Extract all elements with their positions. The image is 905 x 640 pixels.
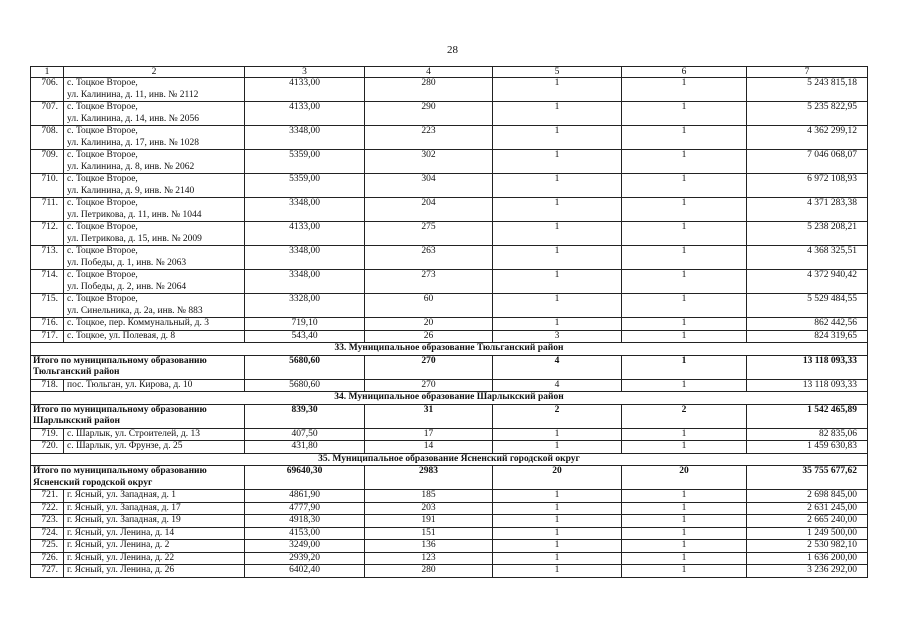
residents-count: 123	[365, 552, 493, 565]
area-value: 407,50	[245, 428, 365, 441]
address-cell	[64, 515, 245, 528]
area-value: 4777,90	[245, 502, 365, 515]
address-cell	[64, 126, 245, 150]
address-cell	[64, 552, 245, 565]
section-title: 35. Муниципальное образование Ясненский городской округ	[31, 453, 868, 466]
address-line1: с. Тоцкое Второе,	[67, 78, 138, 88]
table-header-row	[31, 67, 868, 78]
address-line1: г. Ясный, ул. Ленина, д. 2	[67, 540, 170, 550]
column-number-header: 3	[245, 67, 365, 78]
amount-value: 5 529 484,55	[747, 294, 868, 318]
address-cell	[64, 540, 245, 553]
table-row	[31, 102, 868, 126]
table-row	[31, 565, 868, 578]
amount-value: 3 236 292,00	[747, 565, 868, 578]
amount-value: 4 362 299,12	[747, 126, 868, 150]
address-cell	[64, 270, 245, 294]
area-value: 3348,00	[245, 246, 365, 270]
amount-value: 5 238 208,21	[747, 222, 868, 246]
amount-value: 2 665 240,00	[747, 515, 868, 528]
col5-value: 20	[493, 466, 622, 490]
area-value: 2939,20	[245, 552, 365, 565]
area-value: 6402,40	[245, 565, 365, 578]
table-row	[31, 270, 868, 294]
address-line2: ул. Победы, д. 2, инв. № 2064	[67, 281, 187, 292]
area-value: 431,80	[245, 441, 365, 454]
table-row	[31, 502, 868, 515]
col5-value: 1	[493, 502, 622, 515]
area-value: 5359,00	[245, 174, 365, 198]
address-cell	[64, 330, 245, 343]
col5-value: 1	[493, 270, 622, 294]
column-number-header: 6	[622, 67, 747, 78]
address-line2: ул. Победы, д. 1, инв. № 2063	[67, 257, 187, 268]
col6-value: 1	[622, 102, 747, 126]
area-value: 4918,30	[245, 515, 365, 528]
column-number-header: 4	[365, 67, 493, 78]
address-line1: с. Тоцкое Второе,	[67, 102, 138, 112]
address-line1: с. Шарлык, ул. Фрунзе, д. 25	[67, 441, 183, 451]
area-value: 3348,00	[245, 126, 365, 150]
row-number: 707.	[31, 102, 64, 126]
area-value: 839,30	[245, 404, 365, 428]
address-line1: г. Ясный, ул. Западная, д. 19	[67, 515, 181, 525]
col6-value: 1	[622, 330, 747, 343]
column-number-header: 2	[64, 67, 245, 78]
table-row	[31, 294, 868, 318]
col5-value: 1	[493, 515, 622, 528]
table-row	[31, 174, 868, 198]
address-line2: ул. Калинина, д. 9, инв. № 2140	[67, 185, 195, 196]
address-cell	[64, 565, 245, 578]
col5-value: 1	[493, 294, 622, 318]
area-value: 4133,00	[245, 102, 365, 126]
row-number: 706.	[31, 78, 64, 102]
col5-value: 1	[493, 150, 622, 174]
row-number: 722.	[31, 502, 64, 515]
address-line1: г. Ясный, ул. Ленина, д. 26	[67, 565, 175, 575]
address-line1: с. Тоцкое, пер. Коммунальный, д. 3	[67, 318, 209, 328]
address-cell	[64, 222, 245, 246]
row-number: 716.	[31, 318, 64, 331]
col6-value: 1	[622, 379, 747, 392]
table-row	[31, 540, 868, 553]
subtotal-label	[31, 404, 245, 428]
section-title: 33. Муниципальное образование Тюльганский район	[31, 343, 868, 356]
address-line1: с. Тоцкое Второе,	[67, 150, 138, 160]
amount-value: 13 118 093,33	[747, 355, 868, 379]
residents-count: 204	[365, 198, 493, 222]
col6-value: 1	[622, 428, 747, 441]
address-cell	[64, 246, 245, 270]
table-row	[31, 515, 868, 528]
row-number: 725.	[31, 540, 64, 553]
residents-count: 290	[365, 102, 493, 126]
row-number: 714.	[31, 270, 64, 294]
area-value: 543,40	[245, 330, 365, 343]
residents-count: 270	[365, 355, 493, 379]
table-row	[31, 150, 868, 174]
address-line2: ул. Калинина, д. 14, инв. № 2056	[67, 113, 200, 124]
area-value: 4153,00	[245, 527, 365, 540]
residents-count: 14	[365, 441, 493, 454]
table-row	[31, 78, 868, 102]
residents-count: 273	[365, 270, 493, 294]
address-line2: ул. Синельника, д. 2а, инв. № 883	[67, 305, 203, 316]
area-value: 69640,30	[245, 466, 365, 490]
row-number: 727.	[31, 565, 64, 578]
col5-value: 1	[493, 174, 622, 198]
amount-value: 35 755 677,62	[747, 466, 868, 490]
table-row	[31, 379, 868, 392]
column-number-header: 1	[31, 67, 64, 78]
address-line1: с. Тоцкое Второе,	[67, 222, 138, 232]
col6-value: 1	[622, 527, 747, 540]
col6-value: 1	[622, 318, 747, 331]
address-line2: ул. Петрикова, д. 11, инв. № 1044	[67, 209, 202, 220]
amount-value: 1 636 200,00	[747, 552, 868, 565]
address-cell	[64, 502, 245, 515]
address-cell	[64, 318, 245, 331]
table-row	[31, 222, 868, 246]
subtotal-label	[31, 466, 245, 490]
amount-value: 862 442,56	[747, 318, 868, 331]
residents-count: 263	[365, 246, 493, 270]
amount-value: 6 972 108,93	[747, 174, 868, 198]
col5-value: 4	[493, 355, 622, 379]
address-line1: с. Тоцкое Второе,	[67, 126, 138, 136]
col6-value: 1	[622, 502, 747, 515]
table-row	[31, 441, 868, 454]
address-line1: пос. Тюльган, ул. Кирова, д. 10	[67, 379, 193, 390]
address-cell	[64, 198, 245, 222]
col6-value: 1	[622, 78, 747, 102]
row-number: 708.	[31, 126, 64, 150]
amount-value: 1 542 465,89	[747, 404, 868, 428]
col5-value: 1	[493, 490, 622, 503]
area-value: 3249,00	[245, 540, 365, 553]
residents-count: 191	[365, 515, 493, 528]
amount-value: 4 368 325,51	[747, 246, 868, 270]
residents-count: 151	[365, 527, 493, 540]
address-cell	[64, 379, 245, 392]
area-value: 3348,00	[245, 198, 365, 222]
section-title: 34. Муниципальное образование Шарлыкский район	[31, 392, 868, 405]
residents-count: 60	[365, 294, 493, 318]
residents-count: 304	[365, 174, 493, 198]
col5-value: 3	[493, 330, 622, 343]
residents-count: 275	[365, 222, 493, 246]
col6-value: 1	[622, 174, 747, 198]
address-line1: с. Тоцкое Второе,	[67, 174, 138, 184]
row-number: 712.	[31, 222, 64, 246]
subtotal-label-line2: Ясненский городской округ	[33, 477, 153, 488]
address-line1: г. Ясный, ул. Ленина, д. 14	[67, 527, 175, 538]
residents-count: 26	[365, 330, 493, 343]
area-value: 4861,90	[245, 490, 365, 503]
subtotal-label-line1: Итого по муниципальному образованию	[33, 355, 207, 366]
address-line1: с. Тоцкое Второе,	[67, 270, 138, 280]
address-cell	[64, 527, 245, 540]
row-number: 713.	[31, 246, 64, 270]
residents-count: 223	[365, 126, 493, 150]
residents-count: 280	[365, 565, 493, 578]
table-row	[31, 527, 868, 540]
column-number-header: 7	[747, 67, 868, 78]
col6-value: 1	[622, 150, 747, 174]
amount-value: 2 530 982,10	[747, 540, 868, 553]
address-cell	[64, 78, 245, 102]
col5-value: 1	[493, 246, 622, 270]
col6-value: 1	[622, 246, 747, 270]
address-line2: ул. Калинина, д. 11, инв. № 2112	[67, 89, 199, 100]
col5-value: 1	[493, 540, 622, 553]
col6-value: 1	[622, 565, 747, 578]
amount-value: 2 698 845,00	[747, 490, 868, 503]
table-row	[31, 318, 868, 331]
residents-count: 203	[365, 502, 493, 515]
area-value: 3348,00	[245, 270, 365, 294]
address-line1: с. Шарлык, ул. Строителей, д. 13	[67, 428, 201, 439]
subtotal-label-line1: Итого по муниципальному образованию	[33, 466, 207, 476]
col5-value: 1	[493, 565, 622, 578]
area-value: 5680,60	[245, 355, 365, 379]
col6-value: 1	[622, 355, 747, 379]
address-line1: с. Тоцкое Второе,	[67, 246, 138, 256]
col5-value: 4	[493, 379, 622, 392]
col5-value: 1	[493, 527, 622, 540]
address-cell	[64, 294, 245, 318]
row-number: 719.	[31, 428, 64, 441]
col6-value: 1	[622, 222, 747, 246]
table-row	[31, 428, 868, 441]
address-cell	[64, 102, 245, 126]
row-number: 721.	[31, 490, 64, 503]
page-number: 28	[447, 44, 458, 56]
table-row	[31, 126, 868, 150]
address-line1: с. Тоцкое Второе,	[67, 198, 138, 208]
row-number: 723.	[31, 515, 64, 528]
residents-count: 270	[365, 379, 493, 392]
column-number-header: 5	[493, 67, 622, 78]
address-line1: г. Ясный, ул. Западная, д. 1	[67, 490, 176, 500]
residents-count: 31	[365, 404, 493, 428]
residents-count: 20	[365, 318, 493, 331]
row-number: 711.	[31, 198, 64, 222]
amount-value: 824 319,65	[747, 330, 868, 343]
subtotal-label-line2: Тюльганский район	[33, 367, 120, 377]
residents-count: 280	[365, 78, 493, 102]
section-heading-row	[31, 392, 868, 405]
amount-value: 5 243 815,18	[747, 78, 868, 102]
col5-value: 1	[493, 441, 622, 454]
area-value: 719,10	[245, 318, 365, 331]
amount-value: 5 235 822,95	[747, 102, 868, 126]
area-value: 4133,00	[245, 78, 365, 102]
col5-value: 1	[493, 78, 622, 102]
row-number: 717.	[31, 330, 64, 343]
section-heading-row	[31, 453, 868, 466]
residents-count: 302	[365, 150, 493, 174]
col6-value: 1	[622, 441, 747, 454]
section-heading-row	[31, 343, 868, 356]
subtotal-label-line1: Итого по муниципальному образованию	[33, 404, 207, 415]
amount-value: 13 118 093,33	[747, 379, 868, 392]
residents-count: 136	[365, 540, 493, 553]
property-table	[30, 66, 868, 578]
row-number: 718.	[31, 379, 64, 392]
amount-value: 1 249 500,00	[747, 527, 868, 540]
col6-value: 1	[622, 270, 747, 294]
col6-value: 1	[622, 552, 747, 565]
col6-value: 1	[622, 198, 747, 222]
area-value: 4133,00	[245, 222, 365, 246]
col6-value: 20	[622, 466, 747, 490]
col5-value: 1	[493, 428, 622, 441]
residents-count: 2983	[365, 466, 493, 490]
address-line2: ул. Калинина, д. 17, инв. № 1028	[67, 137, 200, 148]
row-number: 710.	[31, 174, 64, 198]
col5-value: 1	[493, 102, 622, 126]
residents-count: 17	[365, 428, 493, 441]
row-number: 726.	[31, 552, 64, 565]
row-number: 720.	[31, 441, 64, 454]
residents-count: 185	[365, 490, 493, 503]
address-line1: с. Тоцкое, ул. Полевая, д. 8	[67, 330, 176, 341]
address-line2: ул. Калинина, д. 8, инв. № 2062	[67, 161, 195, 172]
table-row	[31, 330, 868, 343]
col6-value: 2	[622, 404, 747, 428]
table-row	[31, 552, 868, 565]
subtotal-label	[31, 355, 245, 379]
address-cell	[64, 174, 245, 198]
subtotal-row	[31, 355, 868, 379]
amount-value: 2 631 245,00	[747, 502, 868, 515]
col5-value: 1	[493, 198, 622, 222]
col5-value: 1	[493, 552, 622, 565]
area-value: 3328,00	[245, 294, 365, 318]
address-cell	[64, 490, 245, 503]
col5-value: 1	[493, 318, 622, 331]
area-value: 5359,00	[245, 150, 365, 174]
address-cell	[64, 428, 245, 441]
col6-value: 1	[622, 490, 747, 503]
row-number: 724.	[31, 527, 64, 540]
col5-value: 1	[493, 126, 622, 150]
row-number: 709.	[31, 150, 64, 174]
address-line1: г. Ясный, ул. Западная, д. 17	[67, 502, 181, 513]
address-line2: ул. Петрикова, д. 15, инв. № 2009	[67, 233, 202, 244]
amount-value: 7 046 068,07	[747, 150, 868, 174]
table-row	[31, 198, 868, 222]
address-line1: с. Тоцкое Второе,	[67, 294, 138, 304]
col5-value: 2	[493, 404, 622, 428]
address-line1: г. Ясный, ул. Ленина, д. 22	[67, 552, 175, 563]
row-number: 715.	[31, 294, 64, 318]
address-cell	[64, 150, 245, 174]
col6-value: 1	[622, 294, 747, 318]
col6-value: 1	[622, 515, 747, 528]
subtotal-row	[31, 404, 868, 428]
col5-value: 1	[493, 222, 622, 246]
amount-value: 82 835,06	[747, 428, 868, 441]
table-row	[31, 490, 868, 503]
col6-value: 1	[622, 126, 747, 150]
col6-value: 1	[622, 540, 747, 553]
area-value: 5680,60	[245, 379, 365, 392]
subtotal-label-line2: Шарлыкский район	[33, 416, 120, 426]
address-cell	[64, 441, 245, 454]
amount-value: 1 459 630,83	[747, 441, 868, 454]
table-row	[31, 246, 868, 270]
amount-value: 4 372 940,42	[747, 270, 868, 294]
amount-value: 4 371 283,38	[747, 198, 868, 222]
subtotal-row	[31, 466, 868, 490]
